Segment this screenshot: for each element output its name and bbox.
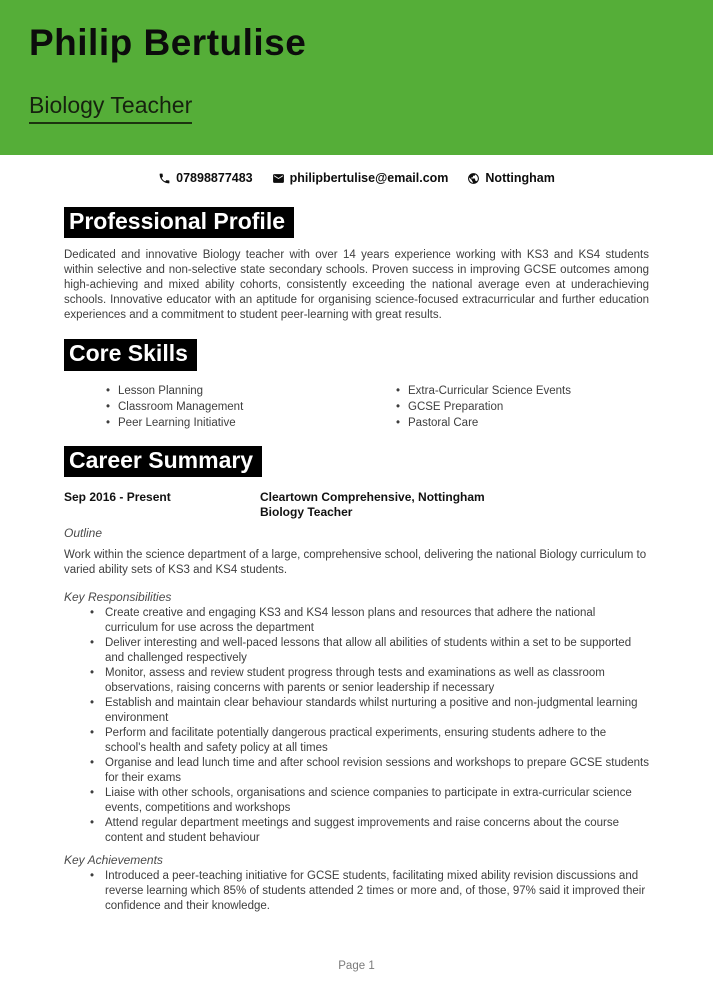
- career-job-title: Biology Teacher: [260, 505, 353, 520]
- career-employer: Cleartown Comprehensive, Nottingham: [260, 490, 485, 505]
- header-banner: [0, 0, 713, 155]
- key-achievements-label: Key Achievements: [64, 853, 163, 868]
- skill-item: [396, 399, 571, 415]
- responsibility-item: [87, 696, 649, 726]
- skill-item-label: Extra-Curricular Science Events: [408, 384, 571, 397]
- responsibility-item: [87, 636, 649, 666]
- responsibility-item-text: Attend regular department meetings and suggest improvements and raise concerns about the course content and student behaviour: [105, 817, 619, 845]
- skill-item-label: Classroom Management: [118, 400, 244, 413]
- contact-row: [0, 171, 713, 185]
- skill-item: [106, 415, 353, 431]
- responsibility-item: [87, 726, 649, 756]
- achievement-item-text: Introduced a peer-teaching initiative for GCSE students, facilitating mixed ability revision discussions and reverse learning which 85% of students attended 2 times or more and, of those, 97% said it improved their confidence and their knowledge.: [105, 870, 646, 913]
- responsibility-item-text: Liaise with other schools, organisations and science companies to participate in extra-curricular science events, competitions and workshops: [105, 787, 632, 815]
- responsibility-item-text: Deliver interesting and well-paced lessons that allow all abilities of students within a set to be supported and challenged respectively: [105, 637, 632, 665]
- career-dates: Sep 2016 - Present: [64, 490, 171, 505]
- skill-item-label: Lesson Planning: [118, 384, 204, 397]
- core-skills-right-list: [396, 383, 571, 431]
- outline-text: Work within the science department of a large, comprehensive school, delivering the national Biology curriculum to varied ability sets of KS3 and KS4 students.: [64, 549, 647, 577]
- page-number: Page 1: [338, 960, 375, 972]
- email-icon: [272, 172, 285, 185]
- responsibility-item: [87, 666, 649, 696]
- skill-item: [396, 383, 571, 399]
- responsibility-item-text: Organise and lead lunch time and after school revision sessions and workshops to prepare GCSE students for their exams: [105, 757, 649, 785]
- responsibility-item: [87, 606, 649, 636]
- section-heading-career-summary: Career Summary: [64, 446, 262, 477]
- skill-item: [106, 383, 353, 399]
- skill-item-label: Peer Learning Initiative: [118, 416, 236, 429]
- responsibility-item-text: Create creative and engaging KS3 and KS4 lesson plans and resources that adhere the national curriculum for use across the department: [105, 607, 596, 635]
- content-area: [0, 185, 713, 914]
- contact-phone: [158, 171, 252, 185]
- responsibility-item: [87, 786, 649, 816]
- professional-profile-text: Dedicated and innovative Biology teacher with over 14 years experience working with KS3 and KS4 students within selective and non-selective state secondary schools. Proven success in improving GCSE outcomes among high-achieving and mixed ability cohorts, consistently exceeding the national average even at underachieving schools. Innovative educator with an aptitude for organising science-focused extracurricular and further education experiences and a commitment to student peer-learning with great results.: [64, 249, 649, 322]
- career-employer-block: [260, 490, 485, 520]
- key-responsibilities-list: [64, 606, 649, 846]
- globe-icon: [467, 172, 480, 185]
- section-heading-core-skills: Core Skills: [64, 339, 197, 370]
- skill-item-label: GCSE Preparation: [408, 400, 504, 413]
- contact-location: [467, 171, 554, 185]
- key-responsibilities-label: Key Responsibilities: [64, 590, 172, 605]
- outline-label: Outline: [64, 526, 103, 541]
- responsibility-item: [87, 756, 649, 786]
- career-entry-header: [64, 490, 649, 520]
- contact-phone-text: 07898877483: [176, 171, 253, 185]
- responsibility-item-text: Perform and facilitate potentially dangerous practical experiments, ensuring students adhere to the school's health and safety policy at all times: [105, 727, 607, 755]
- person-name: Philip Bertulise: [29, 22, 307, 63]
- core-skills-left-list: [106, 383, 353, 431]
- section-heading-professional-profile: Professional Profile: [64, 207, 294, 238]
- skill-item: [396, 415, 571, 431]
- contact-email-text: philipbertulise@email.com: [289, 171, 449, 185]
- phone-icon: [158, 172, 171, 185]
- skill-item-label: Pastoral Care: [408, 416, 479, 429]
- achievement-item: [87, 869, 649, 914]
- person-job-title: Biology Teacher: [29, 92, 192, 124]
- contact-email: [272, 171, 449, 185]
- contact-location-text: Nottingham: [485, 171, 555, 185]
- core-skills-columns: [64, 383, 649, 431]
- responsibility-item: [87, 816, 649, 846]
- responsibility-item-text: Monitor, assess and review student progress through tests and examinations as well as classroom observations, raising concerns with parents or senior leadership if necessary: [105, 667, 605, 695]
- responsibility-item-text: Establish and maintain clear behaviour standards whilst nurturing a positive and non-judgmental learning environment: [105, 697, 638, 725]
- key-achievements-list: [64, 869, 649, 914]
- skill-item: [106, 399, 353, 415]
